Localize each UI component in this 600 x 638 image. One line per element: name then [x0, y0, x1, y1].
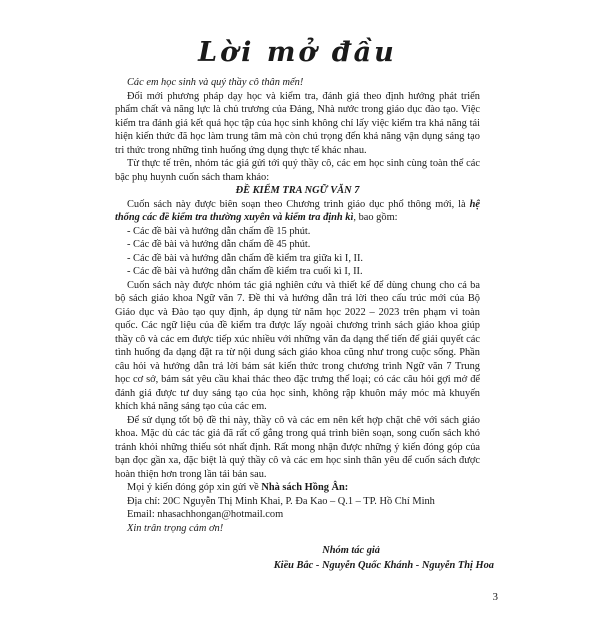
list-item: - Các đề bài và hướng dẫn chấm đề kiểm tra giữa kì I, II.	[127, 252, 364, 264]
list-item: - Các đề bài và hướng dẫn chấm đề 15 phút.	[127, 225, 311, 237]
list-item: - Các đề bài và hướng dẫn chấm đề 45 phút.	[127, 239, 311, 250]
page-number: 3	[492, 591, 498, 603]
thanks-note: Xin trân trọng cảm ơn!	[127, 522, 224, 534]
author-group-label: Nhóm tác giả	[322, 545, 380, 556]
paragraph-5: Để sử dụng tốt bộ đề thi này, thầy cô và các em nên kết hợp chặt chẽ với sách giáo khoa. Mặc dù các tác giả đã rất cố gắng trong quá trình biên soạn, song cuốn sách khó tránh khỏi những thiếu sót nhất định. Rất mong nhận được những ý kiến đóng góp của bạn đọc gần xa, đặc biệt là quý thầy cô và các em học sinh thân yêu để cuốn sách được hoàn thiện hơn trong lần tái bản sau.	[115, 414, 480, 480]
author-names: Kiều Bắc - Nguyễn Quốc Khánh - Nguyễn Thị Hoa	[273, 560, 494, 571]
paragraph-4: Cuốn sách này được nhóm tác giả nghiên cứu và thiết kế để dùng chung cho cả ba bộ sách giáo khoa Ngữ văn 7. Đề thi và hướng dẫn trả lời theo cấu trúc mới của Bộ Giáo dục và Đào tạo quy định, áp dụng từ năm học 2022 – 2023 trên phạm vi toàn quốc. Các ngữ liệu của đề kiểm tra được lấy ngoài chương trình sách giáo khoa giúp thầy cô và các em được tiếp xúc nhiều với những văn đa dạng thể tiến để giải quyết các tình huống đa dạng đặt ra từ nội dung sách giáo khoa cũng như trong cuộc sống. Phần câu hỏi và hướng dẫn trả lời bám sát kiến thức trong chương trình Ngữ văn 7 Trung học cơ sở, bám sát yêu cầu khai thác theo đặc trưng thể loại; có các câu hỏi gợi mở để đánh giá được tư duy sáng tạo của học sinh, không rập khuôn máy móc mà khuyến khích khả năng sáng tạo của các em.	[115, 279, 480, 412]
book-title: ĐỀ KIỂM TRA NGỮ VĂN 7	[235, 185, 360, 196]
greeting: Các em học sinh và quý thầy cô thân mến!	[127, 77, 304, 88]
contact-block	[115, 481, 480, 535]
contact-lead-text: Mọi ý kiến đóng góp xin gửi về	[127, 482, 262, 493]
paragraph-3-end: , bao gồm:	[353, 212, 398, 223]
paragraph-2: Từ thực tế trên, nhóm tác giả gửi tới quý thầy cô, các em học sinh cùng toàn thể các bậc phụ huynh cuốn sách tham khảo:	[115, 158, 480, 183]
paragraph-1: Đổi mới phương pháp dạy học và kiểm tra, đánh giá theo định hướng phát triển phẩm chất và năng lực là chủ trương của Đảng, Nhà nước trong giáo dục đào tạo. Việc kiểm tra đánh giá kết quả học tập của học sinh không chỉ lấy việc kiểm tra khả năng tái hiện kiến thức đã học làm trung tâm mà còn chú trọng đến khả năng vận dụng sáng tạo tri thức trong những tình huống ứng dụng thực tế khác nhau.	[115, 90, 480, 156]
paragraph-3-start: Cuốn sách này được biên soạn theo Chương trình giáo dục phổ thông mới, là	[127, 198, 470, 210]
signature-block	[115, 543, 494, 573]
paragraph-3-emphasis: hệ thống các đề kiểm tra thường xuyên và kiểm tra định kì	[115, 198, 480, 223]
contact-lead	[115, 481, 480, 495]
contact-email: Email: nhasachhongan@hotmail.com	[127, 509, 284, 520]
list-item: - Các đề bài và hướng dẫn chấm đề kiểm tra cuối kì I, II.	[127, 266, 363, 277]
paragraph-3	[115, 198, 480, 225]
book-page	[0, 38, 600, 638]
body-text	[115, 76, 480, 535]
page-title: Lời mở đầu	[198, 37, 397, 68]
publisher-name: Nhà sách Hồng Ân:	[261, 482, 349, 493]
contact-address: Địa chỉ: 20C Nguyễn Thị Minh Khai, P. Đa Kao – Q.1 – TP. Hồ Chí Minh	[127, 495, 435, 507]
